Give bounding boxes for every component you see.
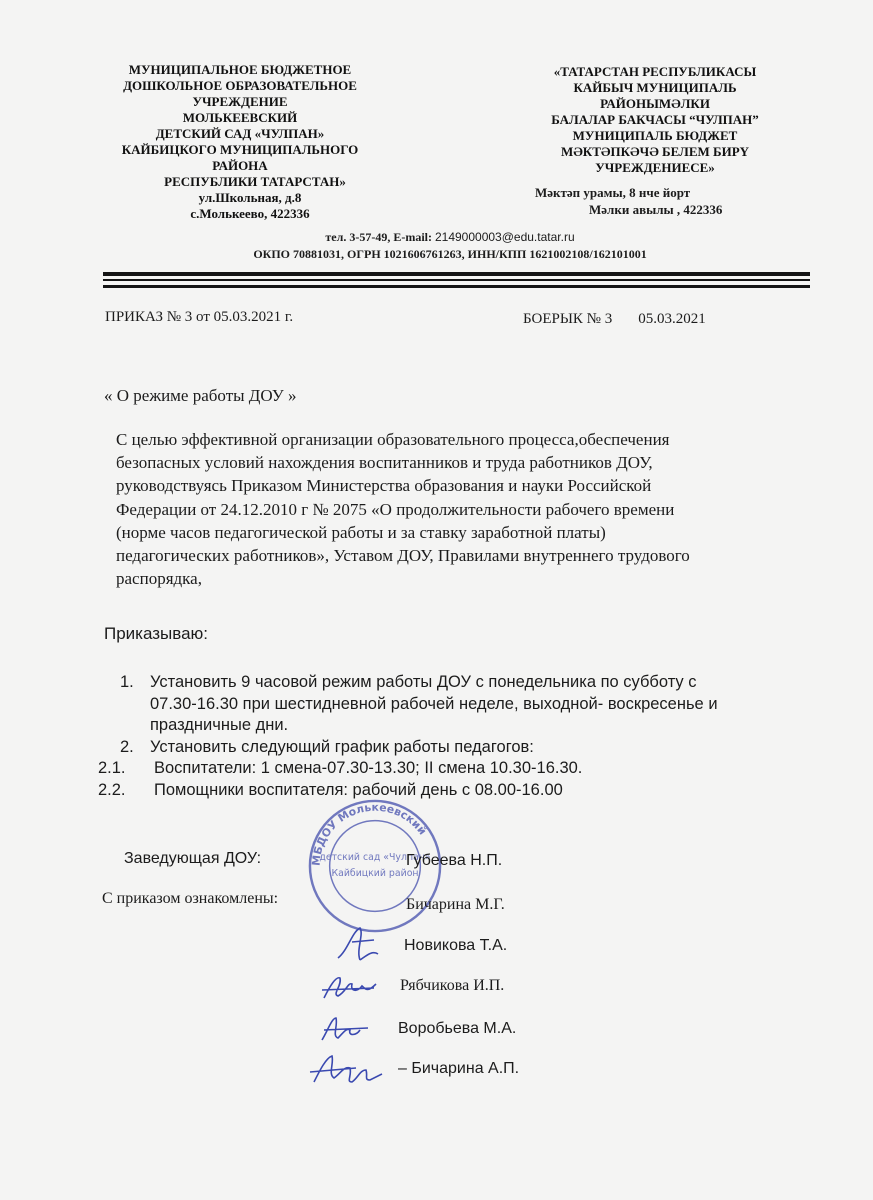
org-line: ДОШКОЛЬНОЕ ОБРАЗОВАТЕЛЬНОЕ	[123, 78, 357, 93]
acknowledged-label: С приказом ознакомлены:	[102, 890, 279, 907]
org-line: МӘКТӘПКӘЧӘ БЕЛЕМ БИРҮ	[560, 144, 750, 159]
org-line: КАЙБЫЧ МУНИЦИПАЛЬ	[573, 80, 737, 95]
org-header-tatar	[505, 64, 805, 176]
org-line: УЧРЕЖДЕНИЕСЕ»	[595, 160, 715, 175]
address-line: Мәктәп урамы, 8 нче йорт	[535, 185, 691, 200]
phone-text: тел. 3-57-49, E-mail:	[325, 230, 435, 244]
address-line: Мәлки авылы , 422336	[589, 202, 723, 217]
order-subject: « О режиме работы ДОУ »	[104, 386, 297, 405]
stamp-center-text: Кайбицкий район	[331, 867, 419, 879]
sub-item-number: 2.2.	[98, 780, 126, 799]
org-line: КАЙБИЦКОГО МУНИЦИПАЛЬНОГО	[121, 142, 359, 157]
order-items	[98, 672, 810, 801]
preamble-paragraph	[116, 428, 816, 590]
paragraph-line: Федерации от 24.12.2010 г № 2075 «О продолжительности рабочего времени	[116, 499, 675, 519]
header-divider	[103, 279, 810, 281]
item-line: Установить 9 часовой режим работы ДОУ с понедельника по субботу с	[150, 673, 697, 691]
item-line: праздничные дни.	[150, 716, 289, 734]
org-line: ДЕТСКИЙ САД «ЧУЛПАН»	[155, 126, 325, 141]
signature-icon	[306, 1048, 396, 1090]
signatory-name-text: Бичарина А.П.	[411, 1060, 520, 1077]
item-line: Установить следующий график работы педагогов:	[150, 737, 534, 756]
order-heading: Приказываю:	[104, 624, 209, 643]
header-divider	[103, 272, 810, 276]
signatory-name: Бичарина М.Г.	[406, 896, 505, 913]
head-name: Губеева Н.П.	[406, 852, 503, 869]
org-address-line: с.Молькеево, 422336	[190, 206, 310, 221]
email-link[interactable]: 2149000003@edu.tatar.ru	[434, 230, 575, 244]
org-line: МУНИЦИПАЛЬНОЕ БЮДЖЕТНОЕ	[128, 62, 352, 77]
sub-item	[98, 780, 810, 802]
signatory-name: Новикова Т.А.	[404, 937, 508, 954]
org-line: РАЙОНЫМӘЛКИ	[600, 96, 710, 111]
org-address-line: ул.Школьная, д.8	[198, 190, 302, 205]
order-date: 05.03.2021	[638, 311, 706, 327]
signature-icon	[330, 920, 390, 970]
org-line: МУНИЦИПАЛЬ БЮДЖЕТ	[572, 128, 738, 143]
list-item	[120, 737, 810, 759]
registration-codes: ОКПО 70881031, ОГРН 1021606761263, ИНН/КПП 1621002108/162101001	[253, 247, 647, 261]
item-number: 1.	[120, 673, 134, 691]
org-line: МОЛЬКЕЕВСКИЙ	[182, 110, 298, 125]
stamp-center-text: детский сад «Чулпан»	[319, 852, 431, 864]
contact-block	[150, 229, 750, 263]
org-line: БАЛАЛАР БАКЧАСЫ “ЧУЛПАН”	[551, 112, 759, 127]
order-number-russian: ПРИКАЗ № 3 от 05.03.2021 г.	[105, 309, 294, 325]
org-header-russian	[90, 62, 390, 222]
sub-item-number: 2.1.	[98, 759, 126, 777]
dash: –	[398, 1060, 407, 1077]
item-line: 07.30-16.30 при шестидневной рабочей неделе, выходной- воскресенье и	[150, 694, 718, 713]
sub-item	[98, 758, 810, 780]
list-item	[120, 672, 810, 737]
org-line: РАЙОНА	[212, 158, 268, 173]
paragraph-line: (норме часов педагогической работы и за ставку заработной платы)	[116, 522, 606, 542]
org-line: УЧРЕЖДЕНИЕ	[192, 94, 288, 109]
signatory-name	[398, 1060, 519, 1078]
org-address-tatar	[535, 184, 722, 218]
paragraph-line: руководствуясь Приказом Министерства образования и науки Российской	[116, 476, 652, 496]
signature-icon	[318, 968, 388, 1008]
order-number-tatar	[523, 311, 706, 328]
contact-line	[150, 229, 750, 246]
order-no: БОЕРЫК № 3	[523, 311, 613, 327]
paragraph-line: С целью эффективной организации образовательного процесса,обеспечения	[116, 430, 670, 449]
signatory-name: Воробьева М.А.	[398, 1020, 517, 1037]
item-number: 2.	[120, 737, 134, 756]
paragraph-line: педагогических работников», Уставом ДОУ, Правилами внутреннего трудового	[116, 546, 690, 566]
head-label: Заведующая ДОУ:	[124, 850, 262, 867]
org-line: «ТАТАРСТАН РЕСПУБЛИКАСЫ	[553, 64, 757, 79]
sub-item-text: Воспитатели: 1 смена-07.30-13.30; II смена 10.30-16.30.	[154, 759, 583, 777]
paragraph-line: распорядка,	[116, 569, 202, 589]
signatory-name: Рябчикова И.П.	[400, 977, 505, 994]
stamp-ring-text: МБДОУ Молькеевский	[309, 800, 430, 867]
header-divider	[103, 285, 810, 288]
signature-icon	[316, 1010, 376, 1048]
paragraph-line: безопасных условий нахождения воспитанников и труда работников ДОУ,	[116, 453, 653, 473]
org-line: РЕСПУБЛИКИ ТАТАРСТАН»	[164, 174, 346, 189]
sub-item-text: Помощники воспитателя: рабочий день с 08.00-16.00	[154, 780, 563, 799]
